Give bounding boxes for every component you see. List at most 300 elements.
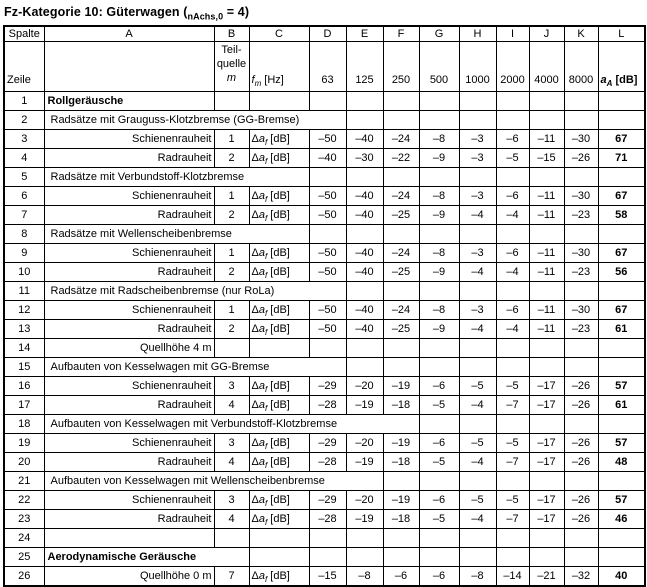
empty-cell <box>346 224 383 243</box>
col-letter: F <box>383 26 419 42</box>
empty-cell <box>346 91 383 110</box>
spectrum-value-cell: –6 <box>496 300 529 319</box>
db-unit: [dB] <box>267 246 290 259</box>
zeile-number-cell: 9 <box>4 243 44 262</box>
empty-cell <box>496 167 529 186</box>
empty-cell <box>249 547 309 566</box>
spectrum-value-cell: –9 <box>419 319 459 338</box>
empty-cell <box>529 224 564 243</box>
spectrum-value-cell: –6 <box>419 433 459 452</box>
a-symbol: a <box>258 569 265 582</box>
spectrum-value-cell: –11 <box>529 186 564 205</box>
a-symbol: a <box>258 455 265 468</box>
spectrum-value-cell: –30 <box>564 300 598 319</box>
empty-cell <box>598 91 645 110</box>
spectrum-value-cell: –6 <box>419 566 459 586</box>
section-label-cell: Aerodynamische Geräusche <box>44 547 249 566</box>
teilquelle-value-cell: 2 <box>214 148 249 167</box>
empty-cell <box>419 471 459 490</box>
col-letter: B <box>214 26 249 42</box>
spectrum-value-cell: –11 <box>529 243 564 262</box>
empty-cell <box>459 224 496 243</box>
table-row <box>4 281 645 300</box>
spectrum-value-cell: –50 <box>309 186 346 205</box>
delta-symbol: Δ <box>251 132 259 145</box>
f-subscript: f <box>264 156 268 166</box>
empty-cell <box>346 338 383 357</box>
spectrum-value-cell: –8 <box>346 566 383 586</box>
a-symbol: a <box>258 189 265 202</box>
teilquelle-line1: Teil- <box>221 43 242 56</box>
table-row <box>4 528 645 547</box>
spectrum-value-cell: –17 <box>529 395 564 414</box>
delta-af-cell <box>249 509 309 528</box>
empty-cell <box>44 528 214 547</box>
col-letter: A <box>44 26 214 42</box>
spectrum-value-cell: –23 <box>564 319 598 338</box>
db-unit: [dB] <box>267 493 290 506</box>
empty-cell <box>564 224 598 243</box>
empty-cell <box>459 281 496 300</box>
spectrum-value-cell: –5 <box>419 509 459 528</box>
delta-symbol: Δ <box>251 322 259 335</box>
delta-symbol: Δ <box>251 569 259 582</box>
delta-af-cell <box>249 319 309 338</box>
table-row <box>4 243 645 262</box>
empty-cell <box>459 471 496 490</box>
spectrum-value-cell: –4 <box>496 319 529 338</box>
empty-cell <box>419 338 459 357</box>
a-symbol: a <box>258 379 265 392</box>
freq-header: 250 <box>383 41 419 91</box>
aa-total-cell: 40 <box>598 566 645 586</box>
spectrum-value-cell: –17 <box>529 490 564 509</box>
a-symbol: a <box>258 132 265 145</box>
spectrum-value-cell: –26 <box>564 395 598 414</box>
spectrum-value-cell: –50 <box>309 129 346 148</box>
empty-cell <box>529 167 564 186</box>
teilquelle-value-cell: 4 <box>214 452 249 471</box>
spectrum-value-cell: –17 <box>529 433 564 452</box>
spectrum-value-cell: –17 <box>529 509 564 528</box>
empty-cell <box>214 338 249 357</box>
f-subscript: f <box>264 403 268 413</box>
row-label-cell: Radrauheit <box>44 395 214 414</box>
spectrum-value-cell: –17 <box>529 376 564 395</box>
table-row <box>4 509 645 528</box>
db-unit: [dB] <box>267 151 290 164</box>
table-row <box>4 490 645 509</box>
empty-cell <box>529 471 564 490</box>
empty-cell <box>383 281 419 300</box>
table-row <box>4 471 645 490</box>
table-row <box>4 338 645 357</box>
col-letter: K <box>564 26 598 42</box>
spectrum-value-cell: –26 <box>564 148 598 167</box>
section-label-cell: Radsätze mit Grauguss-Klotzbremse (GG-Bremse) <box>44 110 346 129</box>
spectrum-value-cell: –6 <box>496 243 529 262</box>
row-label-cell: Radrauheit <box>44 509 214 528</box>
empty-cell <box>598 547 645 566</box>
table-row <box>4 186 645 205</box>
teilquelle-value-cell: 1 <box>214 186 249 205</box>
zeile-number-cell: 25 <box>4 547 44 566</box>
a-symbol: a <box>258 246 265 259</box>
delta-af-cell <box>249 490 309 509</box>
delta-symbol: Δ <box>251 398 259 411</box>
f-subscript: f <box>264 213 268 223</box>
spectrum-value-cell: –7 <box>496 395 529 414</box>
spectrum-value-cell: –3 <box>459 300 496 319</box>
spectrum-value-cell: –5 <box>496 490 529 509</box>
delta-af-cell <box>249 186 309 205</box>
spectrum-value-cell: –24 <box>383 243 419 262</box>
zeile-number-cell: 7 <box>4 205 44 224</box>
spectrum-value-cell: –4 <box>459 319 496 338</box>
zeile-header: Zeile <box>4 41 44 91</box>
empty-cell <box>383 91 419 110</box>
spectrum-value-cell: –3 <box>459 186 496 205</box>
aa-total-cell: 57 <box>598 490 645 509</box>
db-unit: [dB] <box>267 322 290 335</box>
col-letter: E <box>346 26 383 42</box>
spectrum-value-cell: –25 <box>383 319 419 338</box>
row-label-cell: Schienenrauheit <box>44 300 214 319</box>
aa-total-cell: 71 <box>598 148 645 167</box>
f-subscript: f <box>264 517 268 527</box>
delta-af-cell <box>249 376 309 395</box>
empty-cell <box>459 167 496 186</box>
empty-cell <box>496 224 529 243</box>
delta-af-cell <box>249 566 309 586</box>
table-row <box>4 148 645 167</box>
spectrum-value-cell: –19 <box>383 376 419 395</box>
empty-cell <box>419 110 459 129</box>
spectrum-value-cell: –26 <box>564 376 598 395</box>
empty-cell <box>309 338 346 357</box>
table-row <box>4 224 645 243</box>
empty-cell <box>598 167 645 186</box>
spectrum-value-cell: –30 <box>346 148 383 167</box>
table-row <box>4 110 645 129</box>
teilquelle-value-cell: 7 <box>214 566 249 586</box>
empty-cell <box>346 528 383 547</box>
delta-symbol: Δ <box>251 436 259 449</box>
freq-header: 63 <box>309 41 346 91</box>
spectrum-value-cell: –8 <box>419 300 459 319</box>
col-letter: J <box>529 26 564 42</box>
spalte-header: Spalte <box>4 26 44 42</box>
spectrum-value-cell: –5 <box>459 490 496 509</box>
table-row <box>4 262 645 281</box>
empty-cell <box>383 110 419 129</box>
zeile-number-cell: 10 <box>4 262 44 281</box>
spectrum-value-cell: –4 <box>459 395 496 414</box>
delta-symbol: Δ <box>251 379 259 392</box>
section-label-cell: Aufbauten von Kesselwagen mit GG-Bremse <box>44 357 346 376</box>
spectrum-value-cell: –19 <box>383 433 419 452</box>
spectrum-value-cell: –32 <box>564 566 598 586</box>
zeile-number-cell: 12 <box>4 300 44 319</box>
spectrum-value-cell: –17 <box>529 452 564 471</box>
delta-symbol: Δ <box>251 455 259 468</box>
aa-total-cell: 67 <box>598 186 645 205</box>
zeile-number-cell: 5 <box>4 167 44 186</box>
empty-cell <box>529 414 564 433</box>
spectrum-value-cell: –19 <box>346 452 383 471</box>
spectrum-value-cell: –20 <box>346 490 383 509</box>
delta-symbol: Δ <box>251 512 259 525</box>
spectrum-value-cell: –23 <box>564 205 598 224</box>
section-label-cell: Aufbauten von Kesselwagen mit Verbundstoff-Klotzbremse <box>44 414 419 433</box>
delta-af-cell <box>249 205 309 224</box>
frequency-band-header: $f_m$ [Hz] <box>249 41 309 91</box>
a-symbol: a <box>258 151 265 164</box>
empty-header-cell <box>44 41 214 91</box>
spectrum-value-cell: –6 <box>419 490 459 509</box>
spectrum-value-cell: –8 <box>419 186 459 205</box>
spectrum-value-cell: –4 <box>496 205 529 224</box>
teilquelle-value-cell: 4 <box>214 395 249 414</box>
table-row <box>4 433 645 452</box>
db-unit: [dB] <box>267 455 290 468</box>
db-unit: [dB] <box>267 436 290 449</box>
col-letter: H <box>459 26 496 42</box>
teilquelle-header <box>214 41 249 91</box>
empty-cell <box>598 110 645 129</box>
col-letter: I <box>496 26 529 42</box>
f-subscript: f <box>264 251 268 261</box>
empty-cell <box>459 414 496 433</box>
spectrum-value-cell: –50 <box>309 243 346 262</box>
spectrum-value-cell: –40 <box>346 243 383 262</box>
empty-cell <box>529 547 564 566</box>
row-label-cell: Schienenrauheit <box>44 376 214 395</box>
spectrum-value-cell: –3 <box>459 129 496 148</box>
empty-cell <box>496 357 529 376</box>
spectrum-value-cell: –4 <box>459 262 496 281</box>
col-letter: D <box>309 26 346 42</box>
spectrum-value-cell: –28 <box>309 452 346 471</box>
spectrum-value-cell: –5 <box>419 395 459 414</box>
empty-cell <box>496 338 529 357</box>
a-symbol: a <box>258 265 265 278</box>
empty-cell <box>598 528 645 547</box>
db-unit: [dB] <box>267 512 290 525</box>
spectrum-value-cell: –40 <box>346 186 383 205</box>
spectrum-value-cell: –4 <box>459 452 496 471</box>
row-label-cell: Schienenrauheit <box>44 243 214 262</box>
spectrum-value-cell: –8 <box>419 243 459 262</box>
delta-af-cell <box>249 433 309 452</box>
zeile-number-cell: 17 <box>4 395 44 414</box>
teilquelle-line2: quelle <box>216 57 247 70</box>
empty-cell <box>383 357 419 376</box>
aa-total-cell: 61 <box>598 395 645 414</box>
aa-total-cell: 48 <box>598 452 645 471</box>
section-label-cell: Quellhöhe 4 m <box>44 338 214 357</box>
empty-cell <box>598 281 645 300</box>
teilquelle-value-cell: 3 <box>214 376 249 395</box>
empty-cell <box>496 414 529 433</box>
spectrum-value-cell: –40 <box>309 148 346 167</box>
empty-cell <box>383 338 419 357</box>
table-title <box>4 5 647 22</box>
f-subscript: f <box>264 384 268 394</box>
column-letter-row <box>4 26 645 42</box>
teilquelle-value-cell: 1 <box>214 300 249 319</box>
row-label-cell: Radrauheit <box>44 205 214 224</box>
row-label-cell: Radrauheit <box>44 262 214 281</box>
empty-cell <box>249 338 309 357</box>
empty-cell <box>383 528 419 547</box>
delta-af-cell <box>249 129 309 148</box>
zeile-number-cell: 21 <box>4 471 44 490</box>
zeile-number-cell: 14 <box>4 338 44 357</box>
table-row <box>4 566 645 586</box>
empty-cell <box>419 281 459 300</box>
freq-header: 500 <box>419 41 459 91</box>
empty-cell <box>496 91 529 110</box>
spectrum-value-cell: –50 <box>309 205 346 224</box>
empty-cell <box>529 338 564 357</box>
table-row <box>4 376 645 395</box>
empty-cell <box>529 357 564 376</box>
empty-cell <box>214 528 249 547</box>
spectrum-value-cell: –29 <box>309 376 346 395</box>
table-row <box>4 129 645 148</box>
spectrum-value-cell: –8 <box>419 129 459 148</box>
db-unit: [dB] <box>267 303 290 316</box>
header-row <box>4 41 645 91</box>
spectrum-value-cell: –15 <box>529 148 564 167</box>
spectrum-value-cell: –9 <box>419 205 459 224</box>
spectrum-value-cell: –30 <box>564 129 598 148</box>
table-row <box>4 357 645 376</box>
spectrum-value-cell: –23 <box>564 262 598 281</box>
empty-cell <box>564 110 598 129</box>
f-subscript: f <box>264 194 268 204</box>
row-label-cell: Radrauheit <box>44 148 214 167</box>
empty-cell <box>529 528 564 547</box>
aa-total-cell: 58 <box>598 205 645 224</box>
spectrum-value-cell: –20 <box>346 433 383 452</box>
a-symbol: a <box>258 322 265 335</box>
table-row <box>4 452 645 471</box>
spectrum-value-cell: –5 <box>496 148 529 167</box>
empty-cell <box>419 547 459 566</box>
empty-cell <box>309 547 346 566</box>
empty-cell <box>459 528 496 547</box>
spectrum-value-cell: –7 <box>496 509 529 528</box>
spectrum-value-cell: –22 <box>383 148 419 167</box>
aa-total-cell: 67 <box>598 300 645 319</box>
spectrum-value-cell: –5 <box>459 376 496 395</box>
spectrum-value-cell: –5 <box>459 433 496 452</box>
table-row <box>4 319 645 338</box>
empty-cell <box>529 281 564 300</box>
db-unit: [dB] <box>267 189 290 202</box>
db-unit: [dB] <box>267 379 290 392</box>
empty-cell <box>249 91 309 110</box>
empty-cell <box>309 528 346 547</box>
empty-cell <box>564 547 598 566</box>
aa-total-cell: 67 <box>598 129 645 148</box>
teilquelle-symbol: m <box>226 71 237 84</box>
zeile-number-cell: 2 <box>4 110 44 129</box>
empty-cell <box>496 547 529 566</box>
empty-cell <box>419 528 459 547</box>
table-title-suffix: = 4) <box>223 5 250 19</box>
spectrum-value-cell: –6 <box>383 566 419 586</box>
spectrum-value-cell: –40 <box>346 262 383 281</box>
a-symbol: a <box>258 512 265 525</box>
empty-cell <box>496 471 529 490</box>
spectrum-value-cell: –3 <box>459 243 496 262</box>
spectrum-value-cell: –8 <box>459 566 496 586</box>
spectrum-value-cell: –20 <box>346 376 383 395</box>
empty-cell <box>496 110 529 129</box>
empty-cell <box>529 110 564 129</box>
zeile-number-cell: 6 <box>4 186 44 205</box>
delta-af-cell <box>249 300 309 319</box>
noise-emission-table <box>3 25 646 587</box>
empty-cell <box>346 110 383 129</box>
empty-cell <box>564 167 598 186</box>
spectrum-value-cell: –30 <box>564 243 598 262</box>
teilquelle-value-cell: 2 <box>214 205 249 224</box>
col-letter: G <box>419 26 459 42</box>
f-subscript: f <box>264 270 268 280</box>
table-row <box>4 547 645 566</box>
empty-cell <box>309 91 346 110</box>
spectrum-value-cell: –9 <box>419 148 459 167</box>
aa-total-cell: 61 <box>598 319 645 338</box>
empty-cell <box>496 528 529 547</box>
spectrum-value-cell: –5 <box>419 452 459 471</box>
spectrum-value-cell: –25 <box>383 262 419 281</box>
spectrum-value-cell: –11 <box>529 129 564 148</box>
spectrum-value-cell: –5 <box>496 376 529 395</box>
zeile-number-cell: 22 <box>4 490 44 509</box>
teilquelle-value-cell: 3 <box>214 490 249 509</box>
row-label-cell: Schienenrauheit <box>44 433 214 452</box>
teilquelle-value-cell: 1 <box>214 129 249 148</box>
zeile-number-cell: 18 <box>4 414 44 433</box>
teilquelle-value-cell: 2 <box>214 262 249 281</box>
spectrum-value-cell: –11 <box>529 205 564 224</box>
empty-cell <box>496 281 529 300</box>
zeile-number-cell: 24 <box>4 528 44 547</box>
spectrum-value-cell: –40 <box>346 205 383 224</box>
empty-cell <box>459 110 496 129</box>
spectrum-value-cell: –6 <box>496 186 529 205</box>
spectrum-value-cell: –29 <box>309 433 346 452</box>
empty-cell <box>598 357 645 376</box>
db-unit: [dB] <box>267 208 290 221</box>
f-subscript: f <box>264 498 268 508</box>
spectrum-value-cell: –19 <box>383 490 419 509</box>
empty-cell <box>419 414 459 433</box>
row-label-cell: Radrauheit <box>44 319 214 338</box>
spectrum-value-cell: –40 <box>346 300 383 319</box>
a-symbol: a <box>258 398 265 411</box>
aa-total-cell: 56 <box>598 262 645 281</box>
empty-cell <box>309 167 346 186</box>
zeile-number-cell: 4 <box>4 148 44 167</box>
delta-symbol: Δ <box>251 246 259 259</box>
spectrum-value-cell: –25 <box>383 205 419 224</box>
